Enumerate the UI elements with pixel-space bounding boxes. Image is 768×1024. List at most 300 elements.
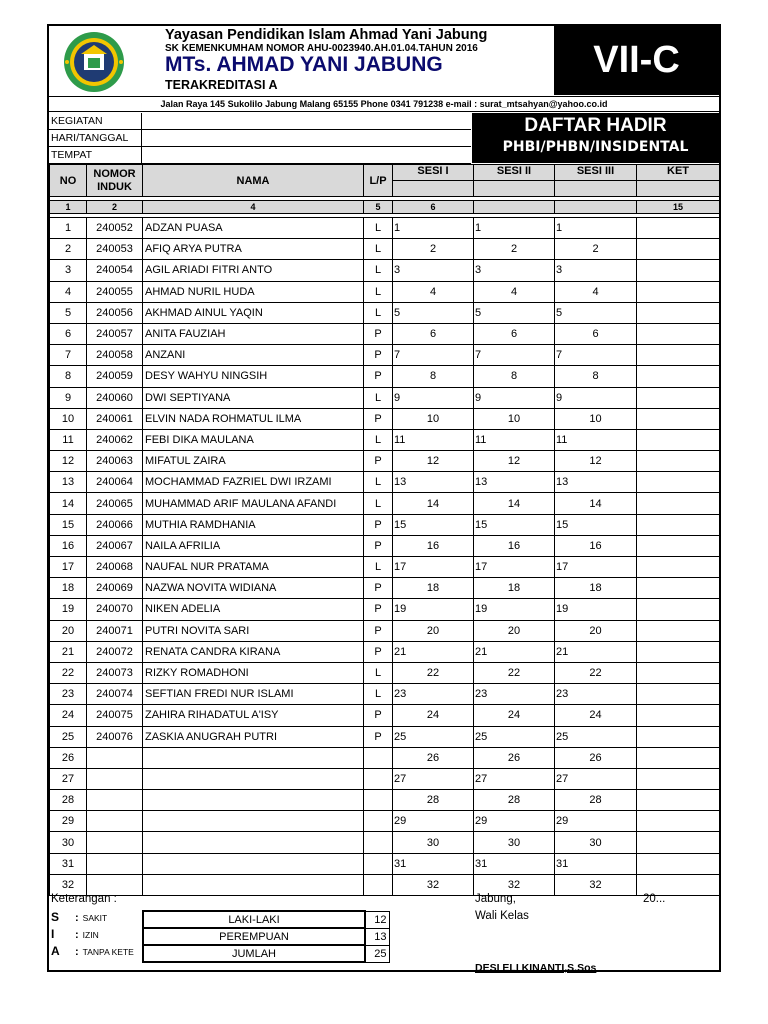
signature-role: Wali Kelas — [475, 910, 529, 922]
row-number: 25 — [50, 726, 87, 747]
ket-cell[interactable] — [637, 832, 720, 853]
footer — [49, 893, 719, 972]
ket-cell[interactable] — [637, 514, 720, 535]
student-id: 240076 — [87, 726, 143, 747]
table-row — [50, 472, 720, 493]
student-gender — [364, 747, 393, 768]
sesi2-cell[interactable]: 4 — [474, 281, 555, 302]
sesi1-cell[interactable]: 10 — [393, 408, 474, 429]
ket-cell[interactable] — [637, 387, 720, 408]
table-row — [50, 832, 720, 853]
gender-summary — [142, 910, 390, 963]
sesi1-cell[interactable]: 16 — [393, 535, 474, 556]
student-name: AHMAD NURIL HUDA — [143, 281, 364, 302]
ket-cell[interactable] — [637, 557, 720, 578]
legend-sakit: S : SAKIT — [51, 910, 108, 924]
sesi2-cell[interactable]: 29 — [474, 811, 555, 832]
sesi3-cell[interactable]: 21 — [555, 641, 637, 662]
table-row — [50, 239, 720, 260]
sesi2-cell[interactable]: 10 — [474, 408, 555, 429]
student-name — [143, 747, 364, 768]
ket-cell[interactable] — [637, 535, 720, 556]
student-name: MOCHAMMAD FAZRIEL DWI IRZAMI — [143, 472, 364, 493]
sesi3-cell[interactable]: 23 — [555, 684, 637, 705]
header-row — [50, 165, 720, 181]
sesi2-cell[interactable]: 30 — [474, 832, 555, 853]
class-label: VII-C — [554, 26, 719, 95]
col-number — [555, 201, 637, 214]
student-gender: P — [364, 408, 393, 429]
ket-cell[interactable] — [637, 662, 720, 683]
sesi2-cell[interactable]: 14 — [474, 493, 555, 514]
sesi1-cell[interactable]: 15 — [393, 514, 474, 535]
col-number: 15 — [637, 201, 720, 214]
student-name: ANZANI — [143, 345, 364, 366]
col-header-ket: KET — [637, 165, 720, 181]
student-name: MIFATUL ZAIRA — [143, 451, 364, 472]
row-number: 13 — [50, 472, 87, 493]
ket-cell[interactable] — [637, 641, 720, 662]
table-row — [50, 747, 720, 768]
sesi1-cell[interactable]: 6 — [393, 323, 474, 344]
student-gender: P — [364, 620, 393, 641]
row-number: 16 — [50, 535, 87, 556]
student-name: ELVIN NADA ROHMATUL ILMA — [143, 408, 364, 429]
student-id: 240057 — [87, 323, 143, 344]
student-gender: P — [364, 535, 393, 556]
sesi3-cell[interactable]: 18 — [555, 578, 637, 599]
sesi1-cell[interactable]: 5 — [393, 302, 474, 323]
ket-cell[interactable] — [637, 239, 720, 260]
student-id: 240060 — [87, 387, 143, 408]
student-name: ADZAN PUASA — [143, 218, 364, 239]
table-row — [50, 302, 720, 323]
sesi1-cell[interactable]: 18 — [393, 578, 474, 599]
sesi3-cell[interactable]: 20 — [555, 620, 637, 641]
attendance-table — [49, 164, 720, 896]
sesi3-cell[interactable]: 14 — [555, 493, 637, 514]
student-id: 240070 — [87, 599, 143, 620]
summary-row — [143, 945, 389, 962]
sesi1-cell[interactable]: 2 — [393, 239, 474, 260]
table-row — [50, 366, 720, 387]
ket-cell[interactable] — [637, 429, 720, 450]
sesi3-cell[interactable]: 32 — [555, 874, 637, 895]
col-number: 4 — [143, 201, 364, 214]
ket-cell[interactable] — [637, 726, 720, 747]
row-number: 8 — [50, 366, 87, 387]
table-row — [50, 705, 720, 726]
table-row — [50, 599, 720, 620]
sesi2-cell[interactable]: 25 — [474, 726, 555, 747]
col-number — [474, 201, 555, 214]
sesi2-cell[interactable]: 9 — [474, 387, 555, 408]
student-name: SEFTIAN FREDI NUR ISLAMI — [143, 684, 364, 705]
student-gender — [364, 853, 393, 874]
sesi2-cell[interactable]: 17 — [474, 557, 555, 578]
table-row — [50, 218, 720, 239]
info-value-field[interactable] — [141, 113, 471, 129]
summary-label: JUMLAH — [143, 945, 365, 962]
student-name: NIKEN ADELIA — [143, 599, 364, 620]
sesi1-cell[interactable]: 8 — [393, 366, 474, 387]
summary-label: LAKI-LAKI — [143, 911, 365, 928]
student-name: MUTHIA RAMDHANIA — [143, 514, 364, 535]
table-row — [50, 684, 720, 705]
info-value-field[interactable] — [141, 130, 471, 146]
col-header-induk: NOMOR INDUK — [87, 165, 143, 197]
row-number: 2 — [50, 239, 87, 260]
sesi2-cell[interactable]: 24 — [474, 705, 555, 726]
table-row — [50, 726, 720, 747]
legend-title: Keterangan : — [51, 893, 117, 905]
sesi1-cell[interactable]: 11 — [393, 429, 474, 450]
sesi2-cell[interactable]: 11 — [474, 429, 555, 450]
teacher-name: DESI ELI KINANTI,S.Sos — [475, 962, 597, 974]
student-id: 240066 — [87, 514, 143, 535]
sesi1-cell[interactable]: 19 — [393, 599, 474, 620]
student-gender: P — [364, 705, 393, 726]
sesi2-cell[interactable]: 23 — [474, 684, 555, 705]
sesi1-cell[interactable]: 32 — [393, 874, 474, 895]
student-gender: L — [364, 281, 393, 302]
sesi2-cell[interactable]: 28 — [474, 790, 555, 811]
school-name: MTs. AHMAD YANI JABUNG — [165, 53, 443, 76]
sesi3-cell[interactable]: 12 — [555, 451, 637, 472]
ket-cell[interactable] — [637, 366, 720, 387]
student-name — [143, 811, 364, 832]
sesi3-cell[interactable]: 27 — [555, 768, 637, 789]
sesi3-cell[interactable]: 2 — [555, 239, 637, 260]
sesi2-cell[interactable]: 31 — [474, 853, 555, 874]
sesi3-cell[interactable]: 3 — [555, 260, 637, 281]
student-id: 240052 — [87, 218, 143, 239]
row-number: 9 — [50, 387, 87, 408]
ket-cell[interactable] — [637, 684, 720, 705]
sesi1-cell[interactable]: 22 — [393, 662, 474, 683]
row-number: 26 — [50, 747, 87, 768]
sesi2-cell[interactable]: 16 — [474, 535, 555, 556]
col-header-sesi2: SESI II — [474, 165, 555, 181]
sesi2-cell[interactable]: 13 — [474, 472, 555, 493]
legend-desc: IZIN — [82, 930, 99, 940]
info-row-hari-tanggal — [49, 130, 471, 147]
sesi2-cell[interactable]: 3 — [474, 260, 555, 281]
student-gender: L — [364, 493, 393, 514]
ket-cell[interactable] — [637, 599, 720, 620]
row-number: 19 — [50, 599, 87, 620]
sesi1-cell[interactable]: 17 — [393, 557, 474, 578]
table-row — [50, 345, 720, 366]
sesi1-cell[interactable]: 24 — [393, 705, 474, 726]
student-id: 240062 — [87, 429, 143, 450]
student-gender: L — [364, 260, 393, 281]
sesi2-cell[interactable]: 19 — [474, 599, 555, 620]
sesi3-cell[interactable]: 28 — [555, 790, 637, 811]
sesi3-cell[interactable]: 4 — [555, 281, 637, 302]
sesi1-cell[interactable]: 31 — [393, 853, 474, 874]
student-id: 240065 — [87, 493, 143, 514]
ket-cell[interactable] — [637, 768, 720, 789]
sesi3-cell[interactable]: 26 — [555, 747, 637, 768]
title-box — [472, 113, 719, 163]
sesi3-cell[interactable]: 16 — [555, 535, 637, 556]
sesi2-cell[interactable]: 21 — [474, 641, 555, 662]
signature-place: Jabung, — [475, 893, 516, 905]
sesi2-cell[interactable]: 18 — [474, 578, 555, 599]
student-name: ANITA FAUZIAH — [143, 323, 364, 344]
ket-cell[interactable] — [637, 408, 720, 429]
sesi3-cell[interactable]: 22 — [555, 662, 637, 683]
table-row — [50, 578, 720, 599]
student-id: 240055 — [87, 281, 143, 302]
sesi2-cell[interactable]: 6 — [474, 323, 555, 344]
document-subtitle: PHBI/PHBN/INSIDENTAL — [502, 139, 689, 155]
sesi2-cell[interactable]: 20 — [474, 620, 555, 641]
student-gender: P — [364, 514, 393, 535]
sesi3-cell[interactable]: 17 — [555, 557, 637, 578]
student-gender: P — [364, 323, 393, 344]
student-id: 240063 — [87, 451, 143, 472]
sesi2-cell[interactable]: 5 — [474, 302, 555, 323]
student-gender: L — [364, 557, 393, 578]
row-number: 30 — [50, 832, 87, 853]
ket-cell[interactable] — [637, 345, 720, 366]
ket-cell[interactable] — [637, 323, 720, 344]
summary-row — [143, 928, 389, 945]
student-id — [87, 832, 143, 853]
sesi3-cell[interactable]: 10 — [555, 408, 637, 429]
student-gender: P — [364, 366, 393, 387]
sesi1-cell[interactable]: 21 — [393, 641, 474, 662]
ket-cell[interactable] — [637, 620, 720, 641]
sesi1-cell[interactable]: 20 — [393, 620, 474, 641]
student-gender: L — [364, 387, 393, 408]
row-number: 1 — [50, 218, 87, 239]
row-number: 12 — [50, 451, 87, 472]
student-gender: P — [364, 451, 393, 472]
document-title: DAFTAR HADIR — [524, 115, 667, 136]
row-number: 4 — [50, 281, 87, 302]
student-gender — [364, 832, 393, 853]
school-address: Jalan Raya 145 Sukolilo Jabung Malang 65155 Phone 0341 791238 e-mail : surat_mtsahyan@yahoo.co.id — [49, 96, 719, 112]
table-row — [50, 853, 720, 874]
attendance-sheet — [47, 24, 721, 972]
sesi3-cell[interactable]: 15 — [555, 514, 637, 535]
student-name: DESY WAHYU NINGSIH — [143, 366, 364, 387]
table-row — [50, 557, 720, 578]
row-number: 21 — [50, 641, 87, 662]
table-row — [50, 429, 720, 450]
ket-cell[interactable] — [637, 493, 720, 514]
sesi1-cell[interactable]: 23 — [393, 684, 474, 705]
sesi3-cell[interactable]: 30 — [555, 832, 637, 853]
sesi1-cell[interactable]: 1 — [393, 218, 474, 239]
student-id — [87, 747, 143, 768]
legend-izin: I : IZIN — [51, 927, 99, 941]
sesi1-cell[interactable]: 3 — [393, 260, 474, 281]
table-row — [50, 790, 720, 811]
row-number: 15 — [50, 514, 87, 535]
student-id: 240061 — [87, 408, 143, 429]
sesi3-cell[interactable]: 25 — [555, 726, 637, 747]
sesi3-cell[interactable]: 31 — [555, 853, 637, 874]
sesi2-cell[interactable]: 32 — [474, 874, 555, 895]
row-number: 7 — [50, 345, 87, 366]
sesi2-cell[interactable]: 22 — [474, 662, 555, 683]
student-name: FEBI DIKA MAULANA — [143, 429, 364, 450]
sesi1-cell[interactable]: 25 — [393, 726, 474, 747]
sesi1-cell[interactable]: 29 — [393, 811, 474, 832]
sesi1-cell[interactable]: 13 — [393, 472, 474, 493]
student-name: AGIL ARIADI FITRI ANTO — [143, 260, 364, 281]
student-gender — [364, 768, 393, 789]
summary-label: PEREMPUAN — [143, 928, 365, 945]
ket-cell[interactable] — [637, 811, 720, 832]
col-header-nama: NAMA — [143, 165, 364, 197]
sesi3-cell[interactable]: 8 — [555, 366, 637, 387]
sesi1-cell[interactable]: 4 — [393, 281, 474, 302]
ket-cell[interactable] — [637, 472, 720, 493]
col-header-sesi3: SESI III — [555, 165, 637, 181]
row-number: 5 — [50, 302, 87, 323]
ket-cell[interactable] — [637, 853, 720, 874]
student-id: 240074 — [87, 684, 143, 705]
student-name — [143, 790, 364, 811]
header-blank — [474, 181, 555, 197]
sesi1-cell[interactable]: 30 — [393, 832, 474, 853]
sesi3-cell[interactable]: 11 — [555, 429, 637, 450]
ket-cell[interactable] — [637, 281, 720, 302]
student-name: AFIQ ARYA PUTRA — [143, 239, 364, 260]
student-id — [87, 811, 143, 832]
sesi2-cell[interactable]: 27 — [474, 768, 555, 789]
student-name: RIZKY ROMADHONI — [143, 662, 364, 683]
ket-cell[interactable] — [637, 790, 720, 811]
row-number: 27 — [50, 768, 87, 789]
student-name — [143, 853, 364, 874]
sesi2-cell[interactable]: 1 — [474, 218, 555, 239]
column-number-row — [50, 201, 720, 214]
legend-alpha: A : TANPA KETE — [51, 944, 134, 958]
sesi2-cell[interactable]: 7 — [474, 345, 555, 366]
ket-cell[interactable] — [637, 705, 720, 726]
table-row — [50, 811, 720, 832]
student-id: 240059 — [87, 366, 143, 387]
col-header-lp: L/P — [364, 165, 393, 197]
student-gender — [364, 811, 393, 832]
student-id: 240069 — [87, 578, 143, 599]
table-row — [50, 641, 720, 662]
student-id: 240071 — [87, 620, 143, 641]
student-gender: P — [364, 599, 393, 620]
ket-cell[interactable] — [637, 451, 720, 472]
student-id: 240054 — [87, 260, 143, 281]
sesi3-cell[interactable]: 6 — [555, 323, 637, 344]
sesi2-cell[interactable]: 2 — [474, 239, 555, 260]
school-emblem-icon — [55, 30, 133, 96]
sesi1-cell[interactable]: 7 — [393, 345, 474, 366]
sesi1-cell[interactable]: 28 — [393, 790, 474, 811]
table-row — [50, 281, 720, 302]
student-gender: L — [364, 302, 393, 323]
student-id — [87, 768, 143, 789]
student-name: ZASKIA ANUGRAH PUTRI — [143, 726, 364, 747]
sesi3-cell[interactable]: 13 — [555, 472, 637, 493]
sesi2-cell[interactable]: 8 — [474, 366, 555, 387]
sesi1-cell[interactable]: 9 — [393, 387, 474, 408]
ket-cell[interactable] — [637, 578, 720, 599]
ket-cell[interactable] — [637, 260, 720, 281]
col-header-sesi1: SESI I — [393, 165, 474, 181]
student-id: 240058 — [87, 345, 143, 366]
signature-year: 20... — [643, 893, 666, 905]
info-label: HARI/TANGGAL — [51, 132, 129, 144]
sesi3-cell[interactable]: 1 — [555, 218, 637, 239]
student-gender: L — [364, 662, 393, 683]
sesi1-cell[interactable]: 14 — [393, 493, 474, 514]
sesi3-cell[interactable]: 19 — [555, 599, 637, 620]
sesi2-cell[interactable]: 12 — [474, 451, 555, 472]
summary-value: 13 — [365, 928, 389, 945]
ket-cell[interactable] — [637, 302, 720, 323]
student-name: NAILA AFRILIA — [143, 535, 364, 556]
sesi3-cell[interactable]: 5 — [555, 302, 637, 323]
table-row — [50, 514, 720, 535]
sesi3-cell[interactable]: 9 — [555, 387, 637, 408]
row-number: 17 — [50, 557, 87, 578]
sesi3-cell[interactable]: 7 — [555, 345, 637, 366]
ket-cell[interactable] — [637, 747, 720, 768]
student-name: RENATA CANDRA KIRANA — [143, 641, 364, 662]
sesi1-cell[interactable]: 12 — [393, 451, 474, 472]
summary-row — [143, 911, 389, 928]
table-row — [50, 323, 720, 344]
row-number: 10 — [50, 408, 87, 429]
table-row — [50, 493, 720, 514]
ket-cell[interactable] — [637, 218, 720, 239]
sesi2-cell[interactable]: 26 — [474, 747, 555, 768]
student-id: 240067 — [87, 535, 143, 556]
student-gender: P — [364, 726, 393, 747]
student-id: 240053 — [87, 239, 143, 260]
header-blank — [555, 181, 637, 197]
student-gender: L — [364, 472, 393, 493]
row-number: 32 — [50, 874, 87, 895]
student-id: 240068 — [87, 557, 143, 578]
sesi1-cell[interactable]: 27 — [393, 768, 474, 789]
student-gender — [364, 790, 393, 811]
sesi3-cell[interactable]: 29 — [555, 811, 637, 832]
letterhead — [49, 26, 719, 96]
student-name: NAUFAL NUR PRATAMA — [143, 557, 364, 578]
student-gender: L — [364, 218, 393, 239]
info-value-field[interactable] — [141, 147, 471, 163]
sesi3-cell[interactable]: 24 — [555, 705, 637, 726]
sesi2-cell[interactable]: 15 — [474, 514, 555, 535]
summary-value: 12 — [365, 911, 389, 928]
row-number: 14 — [50, 493, 87, 514]
header-blank — [393, 181, 474, 197]
student-gender: P — [364, 641, 393, 662]
table-row — [50, 408, 720, 429]
legend-code: I — [51, 927, 55, 941]
row-number: 20 — [50, 620, 87, 641]
table-row — [50, 387, 720, 408]
sesi1-cell[interactable]: 26 — [393, 747, 474, 768]
row-number: 24 — [50, 705, 87, 726]
decree-number: SK KEMENKUMHAM NOMOR AHU-0023940.AH.01.04.TAHUN 2016 — [165, 43, 478, 54]
